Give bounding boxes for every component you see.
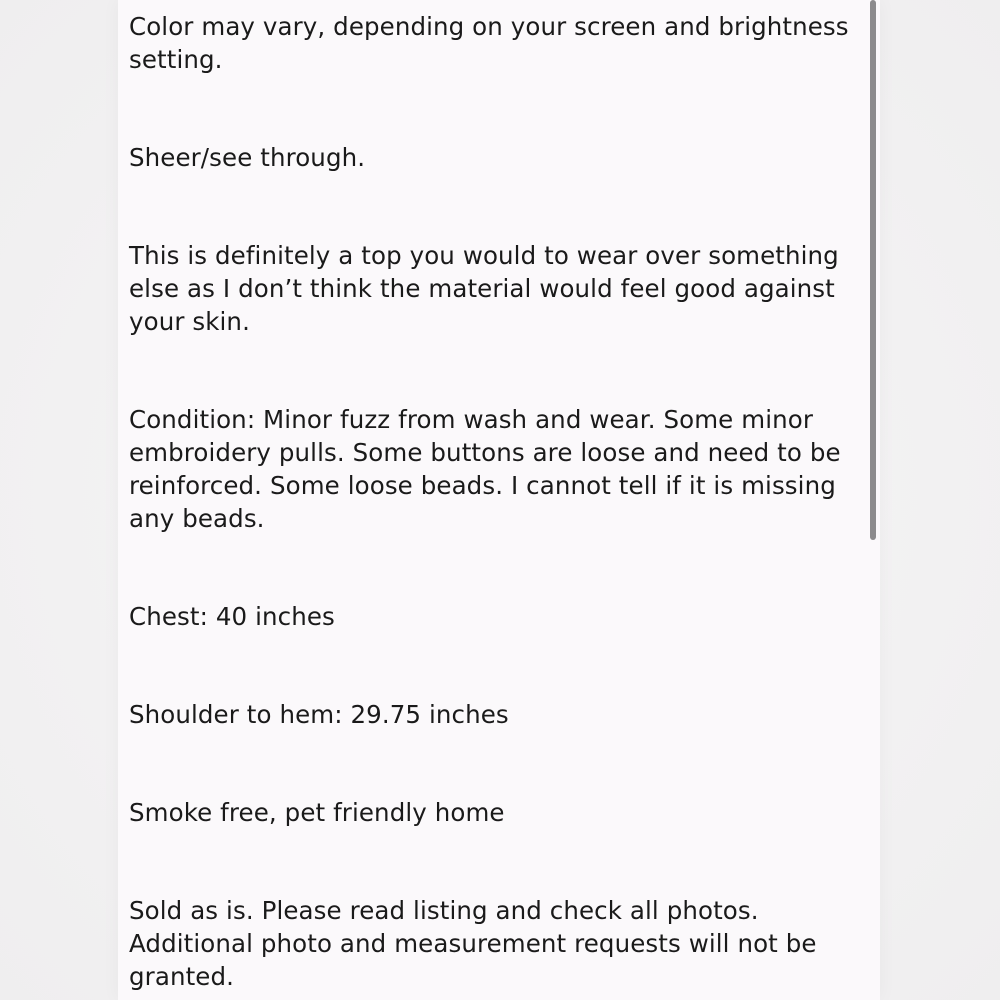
color-note: Color may vary, depending on your screen and brightness setting. (129, 12, 849, 74)
shoulder-to-hem-measurement: Shoulder to hem: 29.75 inches (129, 700, 509, 729)
sheer-note: Sheer/see through. (129, 143, 366, 172)
home-note: Smoke free, pet friendly home (129, 798, 505, 827)
scrollbar-thumb[interactable] (870, 0, 876, 540)
sold-as-is-note: Sold as is. Please read listing and check all photos. Additional photo and measurement requests will not be granted. (129, 896, 817, 991)
condition-note: Condition: Minor fuzz from wash and wear. Some minor embroidery pulls. Some buttons are loose and need to be reinforced. Some loose beads. I cannot tell if it is missing any beads. (129, 405, 841, 533)
listing-description-panel (118, 0, 880, 1000)
wear-note: This is definitely a top you would to wear over something else as I don’t think the material would feel good against your skin. (129, 241, 839, 336)
description-scroll-area[interactable] (118, 0, 880, 1000)
description-text (129, 10, 859, 993)
vertical-scrollbar[interactable] (870, 0, 876, 1000)
chest-measurement: Chest: 40 inches (129, 602, 335, 631)
